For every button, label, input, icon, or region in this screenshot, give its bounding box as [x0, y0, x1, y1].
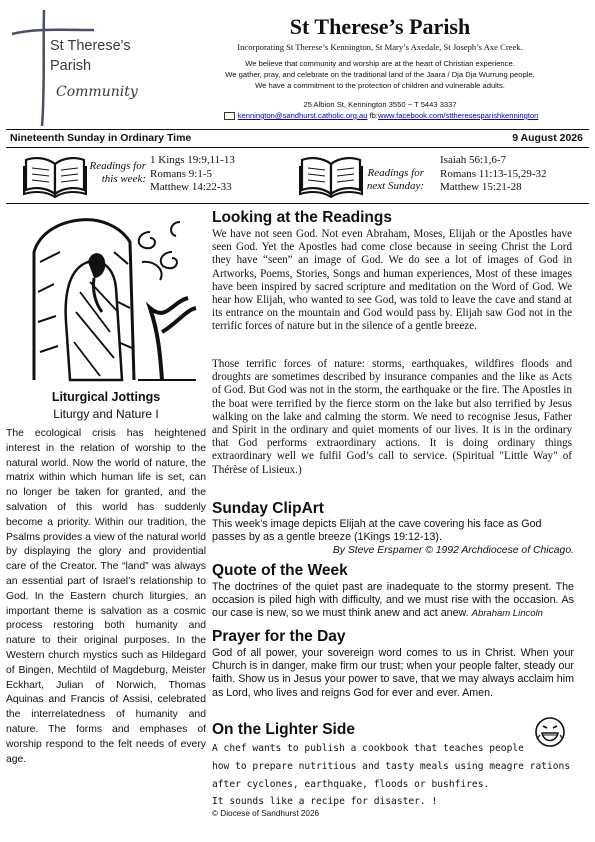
reading-3: Matthew 15:21-28 — [440, 181, 522, 193]
contact-line — [176, 111, 586, 120]
parish-logo — [6, 8, 176, 126]
jottings-title: Liturgical Jottings — [51, 390, 161, 404]
parish-address: 25 Albion St, Kennington 3550 ~ T 5443 3337 — [303, 100, 457, 109]
reading-1: 1 Kings 19:9,11-13 — [150, 154, 235, 166]
reading-2: Romans 11:13-15,29-32 — [440, 167, 547, 180]
lighter-joke — [212, 740, 572, 811]
copyright-notice: © Diocese of Sandhurst 2026 — [212, 809, 320, 818]
logo-text-1: St Therese's — [50, 38, 131, 54]
readings-next-sunday — [440, 154, 547, 195]
looking-para-2: Those terrific forces of nature: storms, earthquakes, wildfires floods and droughts are sometimes described by insurance companies and the like as Acts of God. But God was not in the storm, the earthquake or the fire. The Apostles in the boat were terrified by the fierce storm on the lake but also terrified by Jesus walking on the lake and calming the storm. We need to recognise Jesus, Father and Spirit in the ordinary and quiet moments of our lives. It is in the ordinary that God performs extraordinary actions. It is doing ordinary things extraordinary well we fulfil God’s call to service. (Spiritual "Little Way" of Thérèse of Lisieux.) — [212, 358, 572, 476]
clipart-text: This week’s image depicts Elijah at the cave covering his face as God passes by as a gentle breeze (1Kings 19:12-13). — [212, 518, 542, 544]
reading-3: Matthew 14:22-33 — [150, 181, 232, 193]
label-line-2: this week: — [101, 173, 146, 185]
label-line-1: Readings for — [89, 160, 146, 172]
banner-divider — [6, 147, 589, 148]
quote-body: The doctrines of the quiet past are inadequate to the stormy present. The occasion is piled high with difficulty, and we must rise with the occasion. As our case is new, so we must think anew and act anew. — [212, 581, 574, 620]
joke-line-4: It sounds like a recipe for disaster. ! — [212, 796, 438, 808]
label-line-2: next Sunday: — [366, 180, 424, 192]
mission-line-2: We gather, pray, and celebrate on the traditional land of the Jaara / Dja Dja Wurrung people. — [225, 70, 535, 79]
joke-line-3: after cyclones, earthquake, floods or bushfires. — [212, 778, 490, 790]
quote-author: Abraham Lincoln — [471, 608, 543, 620]
mission-line-1: We believe that community and worship are at the heart of Christian experience. — [245, 59, 515, 68]
clipart-credit: By Steve Erspamer © 1992 Archdiocese of Chicago. — [332, 545, 574, 556]
looking-heading: Looking at the Readings — [212, 209, 392, 226]
reading-2: Romans 9:1-5 — [150, 167, 213, 180]
logo-text-2: Parish — [50, 58, 92, 74]
prayer-heading: Prayer for the Day — [212, 628, 346, 645]
jottings-subtitle: Liturgy and Nature I — [53, 407, 159, 421]
quote-text — [212, 581, 574, 621]
open-book-icon — [22, 154, 88, 198]
joke-line-1: A chef wants to publish a cookbook that teaches people — [212, 743, 524, 754]
looking-para-1: We have not seen God. Not even Abraham, Moses, Elijah or the Apostles have seen God. Yet the Apostles had come close because in seeing Christ the Lord they have “seen” an image of God. We do see a lot of images of God in Artworks, Poems, Stories, Songs and human experiences, Most of these images have been inspired by sacred scripture and meditation on the Word of God. We hear how Elijah, who wanted to see God, was told to leave the cave and stand at its entrance on the mountain and God would pass by. Elijah saw God not in the terrific forces of nature but in the silence of a gentle breeze. — [212, 228, 572, 333]
email-icon — [224, 112, 235, 120]
facebook-label: fb: — [369, 111, 378, 120]
joke-line-2: how to prepare nutritious and tasty meals using meagre rations — [212, 760, 571, 772]
label-line-1: Readings for — [367, 167, 424, 179]
logo-text-3: Community — [56, 84, 138, 100]
reading-1: Isaiah 56:1,6-7 — [440, 154, 506, 166]
mission-statement — [180, 58, 580, 91]
readings-next-sunday-label — [356, 167, 424, 193]
jottings-body: The ecological crisis has heightened interest in the relation of worship to the natural world. Now the world of nature, the matrix within which human life is set, can no longer be taken for granted, and the salvation of this world has suddenly become a priority. Within our tradition, the Psalms provides a view of the natural world by displaying the glory and providential care of the Creator. The “land” was always an essential part of Israel’s relationship to God. In the Eastern church liturgies, an important theme is salvation as a cosmic process restoring both humanity and nature to their original purposes. In the Western church mystics such as Hildegard of Bingen, Mechtild of Magdeburg, Meister Eckhart, Julian of Norwich, Thomas Aquinas and Francis of Assisi, celebrated the interrelatedness of humanity and nature. The forms and emphases of worship respond to the felt needs of every age. — [6, 428, 206, 765]
incorporating-line: Incorporating St Therese’s Kennington, St Mary’s Axedale, St Joseph’s Axe Creek. — [237, 42, 523, 52]
email-link[interactable]: kennington@sandhurst.catholic.org.au — [237, 111, 368, 120]
open-book-icon — [298, 154, 364, 198]
top-divider — [6, 129, 589, 130]
clipart-heading: Sunday ClipArt — [212, 500, 324, 517]
prayer-text: God of all power, your sovereign word comes to us in Christ. When your Church is in danger, make firm our trust; when your people falter, steady our faith. Show us in Jesus your power to save, that we may always acclaim him as Lord, who lives and reigns God for ever and ever. Amen. — [212, 647, 574, 699]
facebook-link[interactable]: www.facebook.com/sttheresesparishkennington — [378, 111, 539, 120]
readings-divider — [6, 203, 589, 204]
parish-title: St Therese’s Parish — [289, 14, 471, 39]
elijah-cave-clipart — [30, 212, 200, 382]
sunday-title: Nineteenth Sunday in Ordinary Time — [10, 132, 192, 144]
quote-heading: Quote of the Week — [212, 562, 348, 579]
readings-this-week — [150, 154, 235, 195]
lighter-heading: On the Lighter Side — [212, 721, 355, 738]
bulletin-date: 9 August 2026 — [512, 132, 583, 144]
mission-line-3: We have a commitment to the protection of children and vulnerable adults. — [255, 81, 505, 90]
readings-this-week-label — [84, 160, 146, 186]
